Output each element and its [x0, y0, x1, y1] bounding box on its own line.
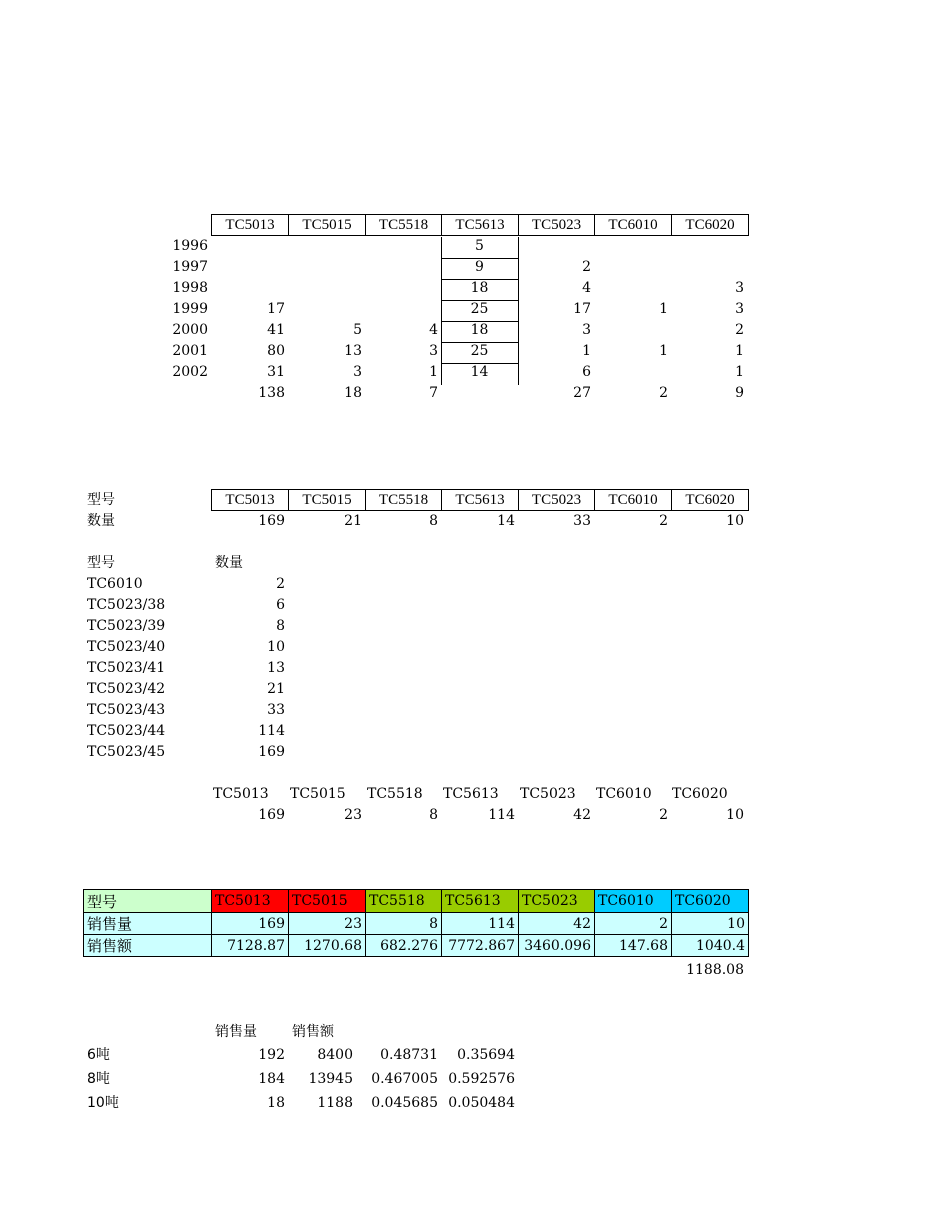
table-cell: 6	[582, 364, 591, 380]
table-cell: 4	[429, 322, 438, 338]
header-cell: TC5015	[289, 490, 366, 511]
list-qty: 114	[258, 723, 285, 739]
table-cell: 25	[470, 301, 489, 317]
header-cell: TC6010	[595, 490, 672, 511]
list-qty: 33	[267, 702, 285, 718]
list-model: TC5023/38	[87, 597, 166, 613]
sales-qty-cell: 114	[442, 913, 519, 935]
list-model: TC5023/43	[87, 702, 166, 718]
sales-model-cell: TC5613	[442, 890, 519, 913]
list-qty: 6	[276, 597, 285, 613]
sales-qty-row	[84, 913, 749, 935]
table-cell: 3	[735, 301, 744, 317]
table-cell: 3	[582, 322, 591, 338]
table-cell: 2	[735, 322, 744, 338]
sales-model-cell: TC5013	[212, 890, 289, 913]
tonnage-ratio-qty: 0.467005	[371, 1071, 438, 1087]
table-cell: 25	[470, 343, 489, 359]
list-qty: 21	[267, 681, 285, 697]
sales-qty-cell: 2	[595, 913, 672, 935]
table-cell: 1	[735, 343, 744, 359]
list-model: TC5023/40	[87, 639, 166, 655]
sales-table	[83, 889, 749, 957]
table-cell: 1	[735, 364, 744, 380]
tonnage-qty: 192	[258, 1047, 285, 1063]
year-label: 1997	[172, 259, 208, 275]
summary-header: TC6020	[672, 786, 728, 802]
tonnage-qty: 184	[258, 1071, 285, 1087]
table-cell: 80	[267, 343, 285, 359]
header-cell: TC6020	[672, 215, 749, 236]
table-cell	[365, 299, 441, 320]
sales-extra-value: 1188.08	[686, 962, 744, 978]
table-cell	[288, 299, 365, 320]
tonnage-label: 10吨	[87, 1095, 119, 1111]
table-cell: 17	[573, 301, 591, 317]
sales-amount-cell: 3460.096	[519, 935, 595, 957]
qty-cell: 2	[659, 513, 668, 529]
tonnage-ratio-amount: 0.592576	[448, 1071, 515, 1087]
list-model: TC5023/45	[87, 744, 166, 760]
summary-value: 8	[429, 807, 438, 823]
sales-amount-cell: 1270.68	[289, 935, 366, 957]
sales-qty-cell: 42	[519, 913, 595, 935]
tonnage-amount: 1188	[317, 1095, 353, 1111]
summary-header: TC5023	[520, 786, 576, 802]
header-cell: TC6010	[595, 215, 672, 236]
year-label: 1999	[172, 301, 208, 317]
table-cell: 5	[475, 238, 484, 254]
total-cell: 9	[735, 385, 744, 401]
list-qty: 169	[258, 744, 285, 760]
sales-qty-cell: 10	[672, 913, 749, 935]
table-cell	[365, 236, 441, 257]
sales-amount-cell: 147.68	[595, 935, 672, 957]
sales-amount-cell: 682.276	[366, 935, 442, 957]
qty-cell: 14	[497, 513, 515, 529]
table-cell: 4	[582, 280, 591, 296]
tonnage-label: 8吨	[87, 1071, 110, 1087]
table-cell: 9	[475, 259, 484, 275]
table-cell: 5	[353, 322, 362, 338]
model-header-table	[211, 489, 749, 511]
list-model: TC5023/44	[87, 723, 166, 739]
table-cell: 13	[344, 343, 362, 359]
tonnage-amount: 8400	[317, 1047, 353, 1063]
table-cell	[288, 278, 365, 299]
sales-qty-cell: 8	[366, 913, 442, 935]
year-label: 2002	[172, 364, 208, 380]
summary-value: 23	[344, 807, 362, 823]
header-cell: TC5023	[519, 490, 595, 511]
table-cell: 2	[582, 259, 591, 275]
tonnage-qty: 18	[267, 1095, 285, 1111]
table-cell: 18	[470, 322, 489, 338]
qty-cell: 169	[258, 513, 285, 529]
list-model: TC5023/39	[87, 618, 166, 634]
qty-cell: 33	[573, 513, 591, 529]
sales-qty-cell: 23	[289, 913, 366, 935]
sales-model-row	[84, 890, 749, 913]
table-cell	[594, 278, 671, 299]
tonnage-amount: 13945	[308, 1071, 353, 1087]
table-cell: 1	[582, 343, 591, 359]
table-cell	[288, 236, 365, 257]
table-cell: 17	[267, 301, 285, 317]
list-model: TC6010	[87, 576, 143, 592]
table-cell	[211, 236, 288, 257]
header-cell: TC6020	[672, 490, 749, 511]
total-cell: 18	[344, 385, 362, 401]
tonnage-amount-header: 销售额	[292, 1024, 334, 1040]
table-cell: 18	[470, 280, 489, 296]
sales-model-cell: TC5015	[289, 890, 366, 913]
table-cell	[594, 362, 671, 383]
table-cell	[365, 257, 441, 278]
header-cell: TC5013	[212, 490, 289, 511]
sales-model-cell: TC6010	[595, 890, 672, 913]
table-cell	[518, 236, 594, 257]
sales-model-cell: TC5023	[519, 890, 595, 913]
table-cell: 14	[470, 364, 489, 380]
summary-header: TC5518	[367, 786, 423, 802]
summary-value: 114	[488, 807, 515, 823]
summary-value: 169	[258, 807, 285, 823]
qty-label: 数量	[87, 513, 115, 529]
table-cell	[594, 236, 671, 257]
list-qty: 13	[267, 660, 285, 676]
sales-qty-cell: 169	[212, 913, 289, 935]
summary-header: TC5613	[443, 786, 499, 802]
table-cell	[211, 278, 288, 299]
table-cell: 3	[429, 343, 438, 359]
year-label: 2001	[172, 343, 208, 359]
table-cell: 41	[267, 322, 285, 338]
tonnage-ratio-qty: 0.48731	[380, 1047, 438, 1063]
sales-model-label: 型号	[84, 890, 212, 913]
tonnage-ratio-amount: 0.050484	[448, 1095, 515, 1111]
table-cell	[670, 236, 747, 257]
sales-amount-cell: 1040.4	[672, 935, 749, 957]
table-cell: 3	[735, 280, 744, 296]
table-cell: 1	[659, 343, 668, 359]
total-cell	[441, 383, 518, 404]
total-cell: 27	[573, 385, 591, 401]
list-qty: 8	[276, 618, 285, 634]
header-cell: TC5613	[442, 215, 519, 236]
total-cell: 7	[429, 385, 438, 401]
yearly-header-table	[211, 214, 749, 236]
qty-cell: 8	[429, 513, 438, 529]
header-cell: TC5518	[366, 490, 442, 511]
sales-model-cell: TC6020	[672, 890, 749, 913]
total-cell: 2	[659, 385, 668, 401]
total-cell: 138	[258, 385, 285, 401]
header-cell: TC5015	[289, 215, 366, 236]
sales-model-cell: TC5518	[366, 890, 442, 913]
list-model: TC5023/42	[87, 681, 166, 697]
sales-amount-label: 销售额	[84, 935, 212, 957]
summary-value: 10	[726, 807, 744, 823]
tonnage-label: 6吨	[87, 1047, 110, 1063]
table-cell: 1	[429, 364, 438, 380]
model-label: 型号	[87, 492, 115, 508]
qty-cell: 21	[344, 513, 362, 529]
summary-header: TC6010	[596, 786, 652, 802]
header-cell: TC5518	[366, 215, 442, 236]
table-cell	[670, 257, 747, 278]
header-cell: TC5013	[212, 215, 289, 236]
list-qty-header: 数量	[215, 555, 243, 571]
header-cell: TC5613	[442, 490, 519, 511]
year-label: 1996	[172, 238, 208, 254]
sales-amount-cell: 7128.87	[212, 935, 289, 957]
summary-value: 2	[659, 807, 668, 823]
tonnage-ratio-qty: 0.045685	[371, 1095, 438, 1111]
tonnage-qty-header: 销售量	[215, 1024, 257, 1040]
table-cell	[365, 278, 441, 299]
table-cell	[211, 257, 288, 278]
header-cell: TC5023	[519, 215, 595, 236]
list-qty: 2	[276, 576, 285, 592]
summary-header: TC5013	[213, 786, 269, 802]
list-model: TC5023/41	[87, 660, 166, 676]
sales-amount-row	[84, 935, 749, 957]
year-label: 2000	[172, 322, 208, 338]
summary-value: 42	[573, 807, 591, 823]
list-model-header: 型号	[87, 555, 115, 571]
list-qty: 10	[267, 639, 285, 655]
qty-cell: 10	[726, 513, 744, 529]
sales-amount-cell: 7772.867	[442, 935, 519, 957]
summary-header: TC5015	[290, 786, 346, 802]
tonnage-ratio-amount: 0.35694	[457, 1047, 515, 1063]
year-label: 1998	[172, 280, 208, 296]
table-cell: 1	[659, 301, 668, 317]
table-cell: 31	[267, 364, 285, 380]
table-cell	[594, 257, 671, 278]
table-cell	[594, 320, 671, 341]
sales-qty-label: 销售量	[84, 913, 212, 935]
table-cell: 3	[353, 364, 362, 380]
table-cell	[288, 257, 365, 278]
